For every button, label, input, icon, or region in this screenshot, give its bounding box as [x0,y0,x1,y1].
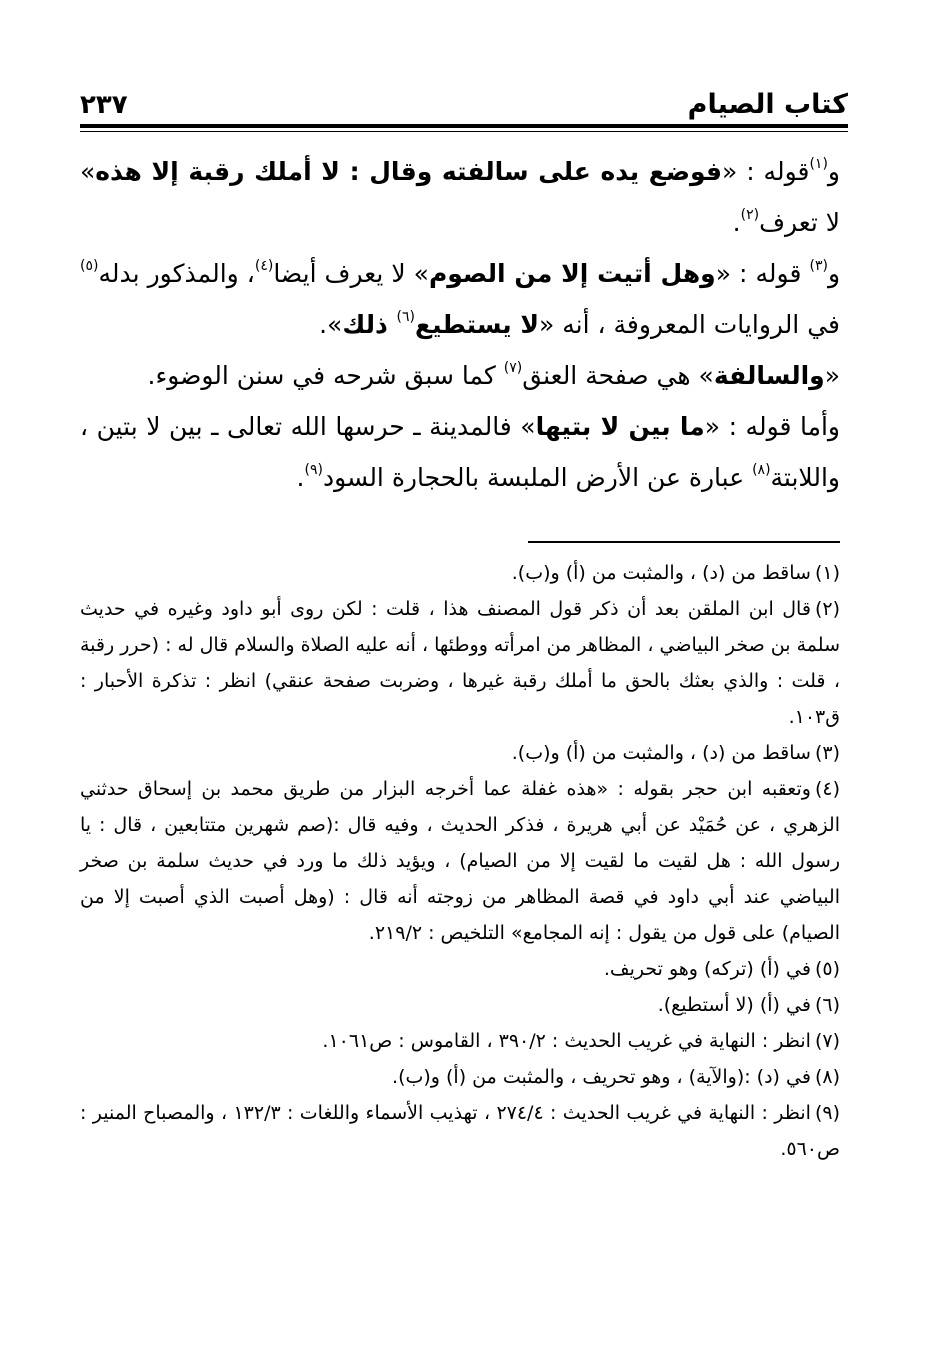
footnote-text: في (أ) (تركه) وهو تحريف. [603,958,811,980]
footnote-text: انظر : النهاية في غريب الحديث : ٣٩٠/٢ ، القاموس : ص١٠٦١. [322,1030,811,1052]
footnote-ref: (٦) [396,309,416,325]
footnote [80,555,840,591]
paragraph [80,248,840,350]
header-rule-thick [80,124,848,128]
bold-quote: لا يستطيع [415,310,540,339]
text-run: « [824,361,840,390]
paragraph [80,401,840,503]
text-run: ، والمذكور بدله [98,259,255,288]
footnote-number: (٦) [814,994,840,1016]
footnote-ref: (٢) [740,207,760,223]
footnote-number: (٢) [814,598,840,620]
footnote [80,951,840,987]
footnote-ref: (٧) [503,360,523,376]
footnote-ref: (١) [809,156,828,172]
footnote-number: (٩) [814,1102,841,1124]
footnote [80,987,840,1023]
text-run: وأما قوله : « [704,412,840,441]
text-run: و [827,259,841,288]
text-run: قوله : « [715,259,810,288]
footnote-text: قال ابن الملقن بعد أن ذكر قول المصنف هذا ، قلت : لكن روى أبو داود وغيره في حديث سلمة بن صخر البياضي ، المظاهر من امرأته ووطئها ، أنه عليه الصلاة والسلام قال له : (حرر رقبة ، قلت : والذي بعثك بالحق ما أملك رقبة غيرها ، وضربت صفحة عنقي) انظر : تذكرة الأحبار : ق١٠٣. [80,598,840,728]
paragraph [80,146,840,248]
footnote-separator [528,541,840,543]
paragraph [80,350,840,401]
text-run: » فالمدينة ـ حرسها الله تعالى ـ بين لا بتين ، واللابتة [80,412,840,492]
chapter-title: كتاب الصيام [687,89,848,120]
footnote-text: وتعقبه ابن حجر بقوله : «هذه غفلة عما أخرجه البزار من طريق محمد بن إسحاق حدثني الزهري ، عن حُمَيْد عن أبي هريرة ، فذكر الحديث ، وفيه قال :(صم شهرين متتابعين ، قال : يا رسول الله : هل لقيت ما لقيت إلا من الصيام) ، ويؤيد ذلك ما ورد في حديث سلمة بن صخر البياضي عند أبي داود في قصة المظاهر من زوجته أنه قال : (وهل أصبت الذي أصبت إلا من الصيام) على قول من يقول : إنه المجامع» التلخيص : ٢١٩/٢. [80,778,840,944]
text-run: عبارة عن الأرض الملبسة بالحجارة السود [322,463,753,492]
footnote-ref: (٨) [752,462,771,478]
footnote-number: (٣) [814,742,840,764]
footnote [80,1023,840,1059]
footnote-text: ساقط من (د) ، والمثبت من (أ) و(ب). [511,562,811,584]
footnote [80,1059,840,1095]
text-run: في الروايات المعروفة ، أنه « [539,310,840,339]
footnote-ref: (٥) [80,258,99,274]
header-rule-thin [80,131,848,132]
text-run: » هي صفحة العنق [522,361,714,390]
text-run: كما سبق شرحه في سنن الوضوء. [147,361,504,390]
footnote-number: (٤) [814,778,840,800]
bold-quote: ما بين لا بتيها [535,412,705,441]
footnote-ref: (٣) [809,258,828,274]
bold-quote: ذلك [342,310,397,339]
footnote-text: في (أ) (لا أستطيع). [657,994,811,1016]
text-run: » لا تعرف [80,157,840,237]
footnote-text: ساقط من (د) ، والمثبت من (أ) و(ب). [511,742,811,764]
page-header [80,86,848,120]
bold-quote: فوضع يده على سالفته وقال : لا أملك رقبة إلا هذه [95,157,723,186]
footnote-number: (٧) [814,1030,840,1052]
footnote-text: في (د) :(والآية) ، وهو تحريف ، والمثبت من (أ) و(ب). [392,1066,811,1088]
footnote [80,1095,840,1167]
text-run: قوله : « [722,157,810,186]
footnote [80,735,840,771]
text-run: ». [319,310,343,339]
text-run: و [827,157,840,186]
footnote-ref: (٩) [304,462,323,478]
footnote-number: (٨) [814,1066,840,1088]
footnote-ref: (٤) [254,258,274,274]
text-run: » لا يعرف أيضا [273,259,429,288]
footnote-number: (٥) [814,958,840,980]
text-run: . [296,463,305,492]
page-number: ٢٣٧ [80,90,128,120]
footnote-text: انظر : النهاية في غريب الحديث : ٢٧٤/٤ ، تهذيب الأسماء واللغات : ١٣٢/٣ ، والمصباح المنير : ص٥٦٠. [80,1102,840,1160]
main-text [80,146,848,503]
footnote-number: (١) [814,562,840,584]
text-run: . [732,208,741,237]
bold-quote: والسالفة [713,361,825,390]
footnote [80,771,840,951]
footnotes [80,555,848,1167]
footnote [80,591,840,735]
book-page [80,86,848,1167]
bold-quote: وهل أتيت إلا من الصوم [428,259,716,288]
